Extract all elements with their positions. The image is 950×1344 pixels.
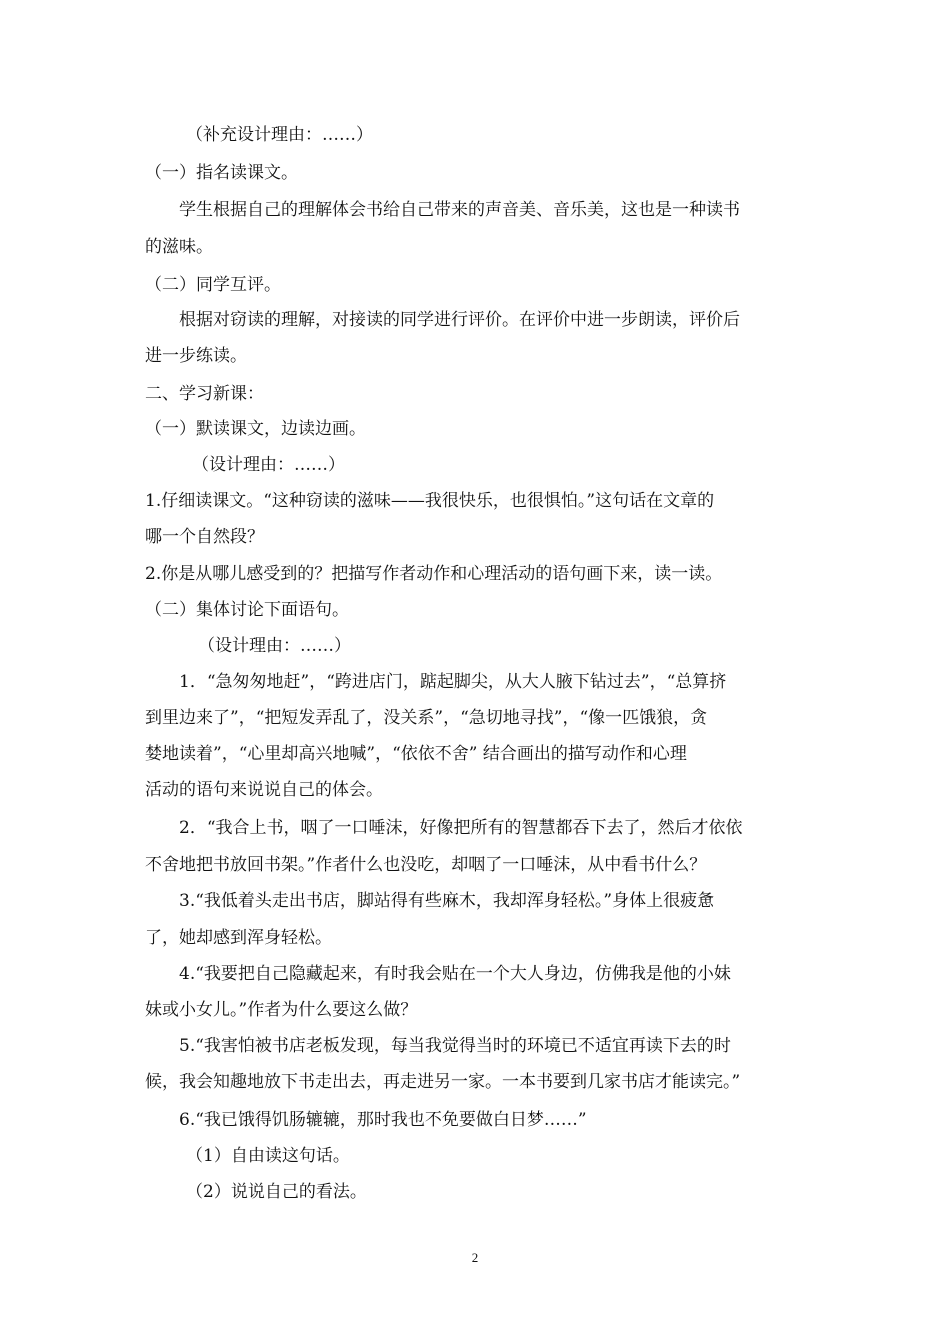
- paragraph-line: 2．“我合上书，咽了一口唾沫，好像把所有的智慧都吞下去了，然后才依依: [179, 818, 743, 838]
- paragraph-line: 进一步练读。: [145, 346, 247, 366]
- paragraph-line: 哪一个自然段？: [145, 527, 264, 547]
- paragraph-line: 了，她却感到浑身轻松。: [145, 928, 332, 948]
- section-heading: 二、学习新课：: [145, 384, 264, 404]
- paragraph-line: 1.仔细读课文。“这种窃读的滋味——我很快乐，也很惧怕。”这句话在文章的: [145, 491, 715, 511]
- text-line: （补充设计理由：……）: [186, 125, 373, 145]
- section-heading: （二）同学互评。: [145, 275, 281, 295]
- section-heading: （一）默读课文，边读边画。: [145, 419, 366, 439]
- paragraph-line: 4.“我要把自己隐藏起来，有时我会贴在一个大人身边，仿佛我是他的小妹: [179, 964, 731, 984]
- paragraph-line: 活动的语句来说说自己的体会。: [145, 780, 383, 800]
- paragraph-line: 5.“我害怕被书店老板发现，每当我觉得当时的环境已不适宜再读下去的时: [179, 1036, 731, 1056]
- paragraph-line: 1．“急匆匆地赶”，“跨进店门，踮起脚尖，从大人腋下钻过去”，“总算挤: [179, 672, 727, 692]
- paragraph-line: 的滋味。: [145, 237, 213, 257]
- page-number: 2: [471, 1250, 479, 1265]
- paragraph-line: 3.“我低着头走出书店，脚站得有些麻木，我却浑身轻松。”身体上很疲惫: [179, 891, 715, 911]
- paragraph-line: 到里边来了”，“把短发弄乱了，没关系”，“急切地寻找”，“像一匹饿狼，贪: [145, 708, 708, 728]
- paragraph-line: 婪地读着”，“心里却高兴地喊”，“依依不舍” 结合画出的描写动作和心理: [145, 744, 687, 764]
- paragraph-line: 妹或小女儿。”作者为什么要这么做？: [145, 1000, 418, 1020]
- paragraph-line: 学生根据自己的理解体会书给自己带来的声音美、音乐美，这也是一种读书: [179, 200, 740, 220]
- list-item: （2）说说自己的看法。: [186, 1182, 367, 1202]
- text-line: （设计理由：……）: [192, 455, 345, 475]
- paragraph-line: 根据对窃读的理解，对接读的同学进行评价。在评价中进一步朗读，评价后: [179, 310, 740, 330]
- text-line: （设计理由：……）: [198, 636, 351, 656]
- section-heading: （一）指名读课文。: [145, 163, 298, 183]
- paragraph-line: 候，我会知趣地放下书走出去，再走进另一家。一本书要到几家书店才能读完。”: [145, 1072, 741, 1092]
- list-item: （1）自由读这句话。: [186, 1146, 350, 1166]
- paragraph-line: 2.你是从哪儿感受到的？把描写作者动作和心理活动的语句画下来，读一读。: [145, 564, 723, 584]
- paragraph-line: 不舍地把书放回书架。”作者什么也没吃，却咽了一口唾沫，从中看书什么？: [145, 855, 707, 875]
- section-heading: （二）集体讨论下面语句。: [145, 600, 349, 620]
- paragraph-line: 6.“我已饿得饥肠辘辘，那时我也不免要做白日梦……”: [179, 1110, 587, 1130]
